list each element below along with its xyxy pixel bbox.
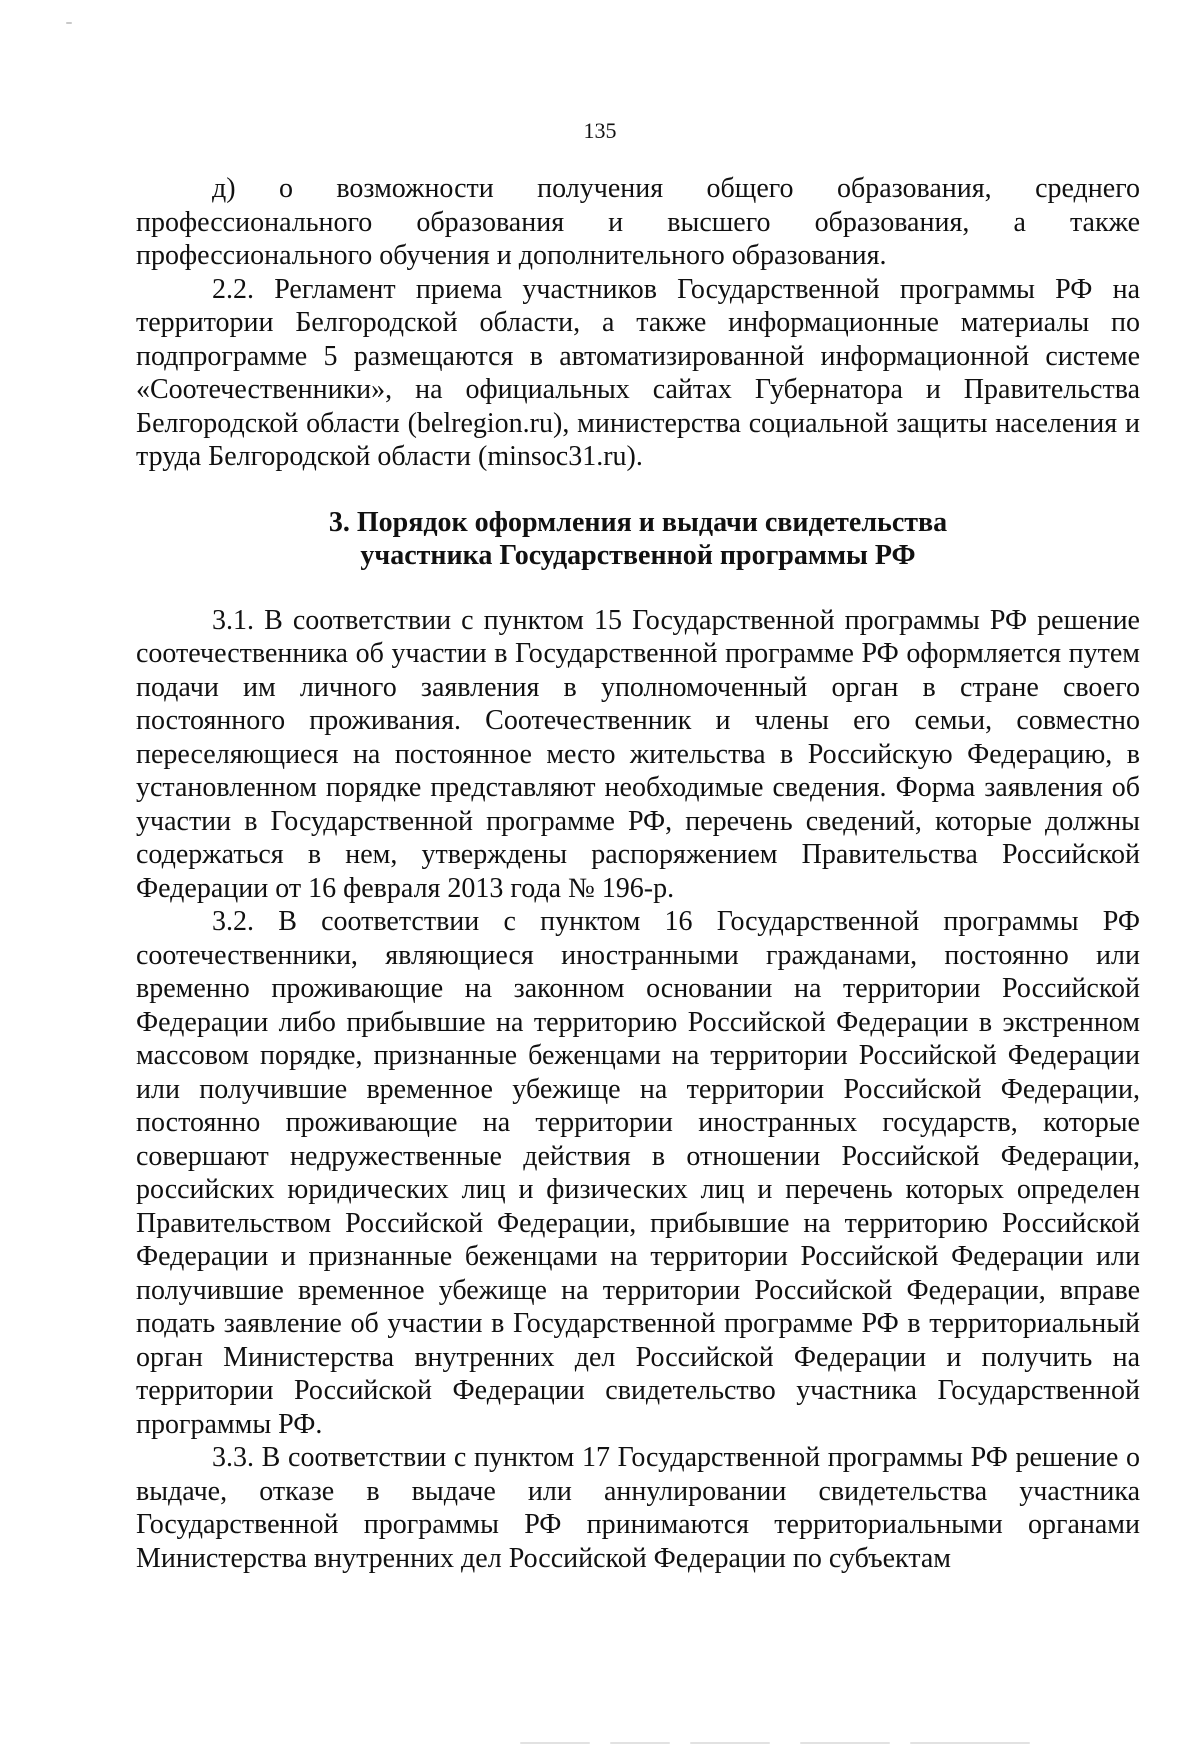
scan-mark [520,1742,590,1744]
page-number: 135 [583,118,617,143]
document-body [136,172,1140,1575]
scan-mark [690,1742,770,1744]
paragraph-education-info: д) о возможности получения общего образования, среднего профессионального образования и высшего образования, а также профессионального обучения и дополнительного образования. [136,173,1140,271]
scan-mark [800,1742,890,1744]
paragraph-3-3: 3.3. В соответствии с пунктом 17 Государственной программы РФ решение о выдаче, отказе в выдаче или аннулировании свидетельства участника Государственной программы РФ принимаются территориальными органами Министерства внутренних дел Российской Федерации по субъектам [136,1442,1140,1574]
paragraph-3-2: 3.2. В соответствии с пунктом 16 Государственной программы РФ соотечественники, являющиеся иностранными гражданами, постоянно или временно проживающие на законном основании на территории Российской Федерации либо прибывшие на территорию Российской Федерации в экстренном массовом порядке, признанные беженцами на территории Российской Федерации или получившие временное убежище на территории Российской Федерации, постоянно проживающие на территории иностранных государств, которые совершают недружественные действия в отношении Российской Федерации, российских юридических лиц и физических лиц и перечень которых определен Правительством Российской Федерации, прибывшие на территорию Российской Федерации и признанные беженцами на территории Российской Федерации или получившие временное убежище на территории Российской Федерации, вправе подать заявление об участии в Государственной программе РФ в территориальный орган Министерства внутренних дел Российской Федерации и получить на территории Российской Федерации свидетельство участника Государственной программы РФ. [136,906,1140,1440]
section-3-heading-line1: 3. Порядок оформления и выдачи свидетельства [328,506,948,538]
section-3-heading-line2: участника Государственной программы РФ [360,540,916,571]
scan-mark [66,22,72,24]
paragraph-2-2: 2.2. Регламент приема участников Государственной программы РФ на территории Белгородской области, а также информационные материалы по подпрограмме 5 размещаются в автоматизированной информационной системе «Соотечественники», на официальных сайтах Губернатора и Правительства Белгородской области (belregion.ru), министерства социальной защиты населения и труда Белгородской области (minsoc31.ru). [136,273,1140,472]
paragraph-3-1: 3.1. В соответствии с пунктом 15 Государственной программы РФ решение соотечественника об участии в Государственной программе РФ оформляется путем подачи им личного заявления в уполномоченный орган в стране своего постоянного проживания. Соотечественник и члены его семьи, совместно переселяющиеся на постоянное место жительства в Российскую Федерацию, в установленном порядке представляют необходимые сведения. Форма заявления об участии в Государственной программе РФ, перечень сведений, которые должны содержаться в нем, утверждены распоряжением Правительства Российской Федерации от 16 февраля 2013 года № 196-р. [136,604,1140,904]
scan-mark [910,1742,1030,1744]
scan-mark [610,1742,670,1744]
section-3-heading [136,506,1140,573]
